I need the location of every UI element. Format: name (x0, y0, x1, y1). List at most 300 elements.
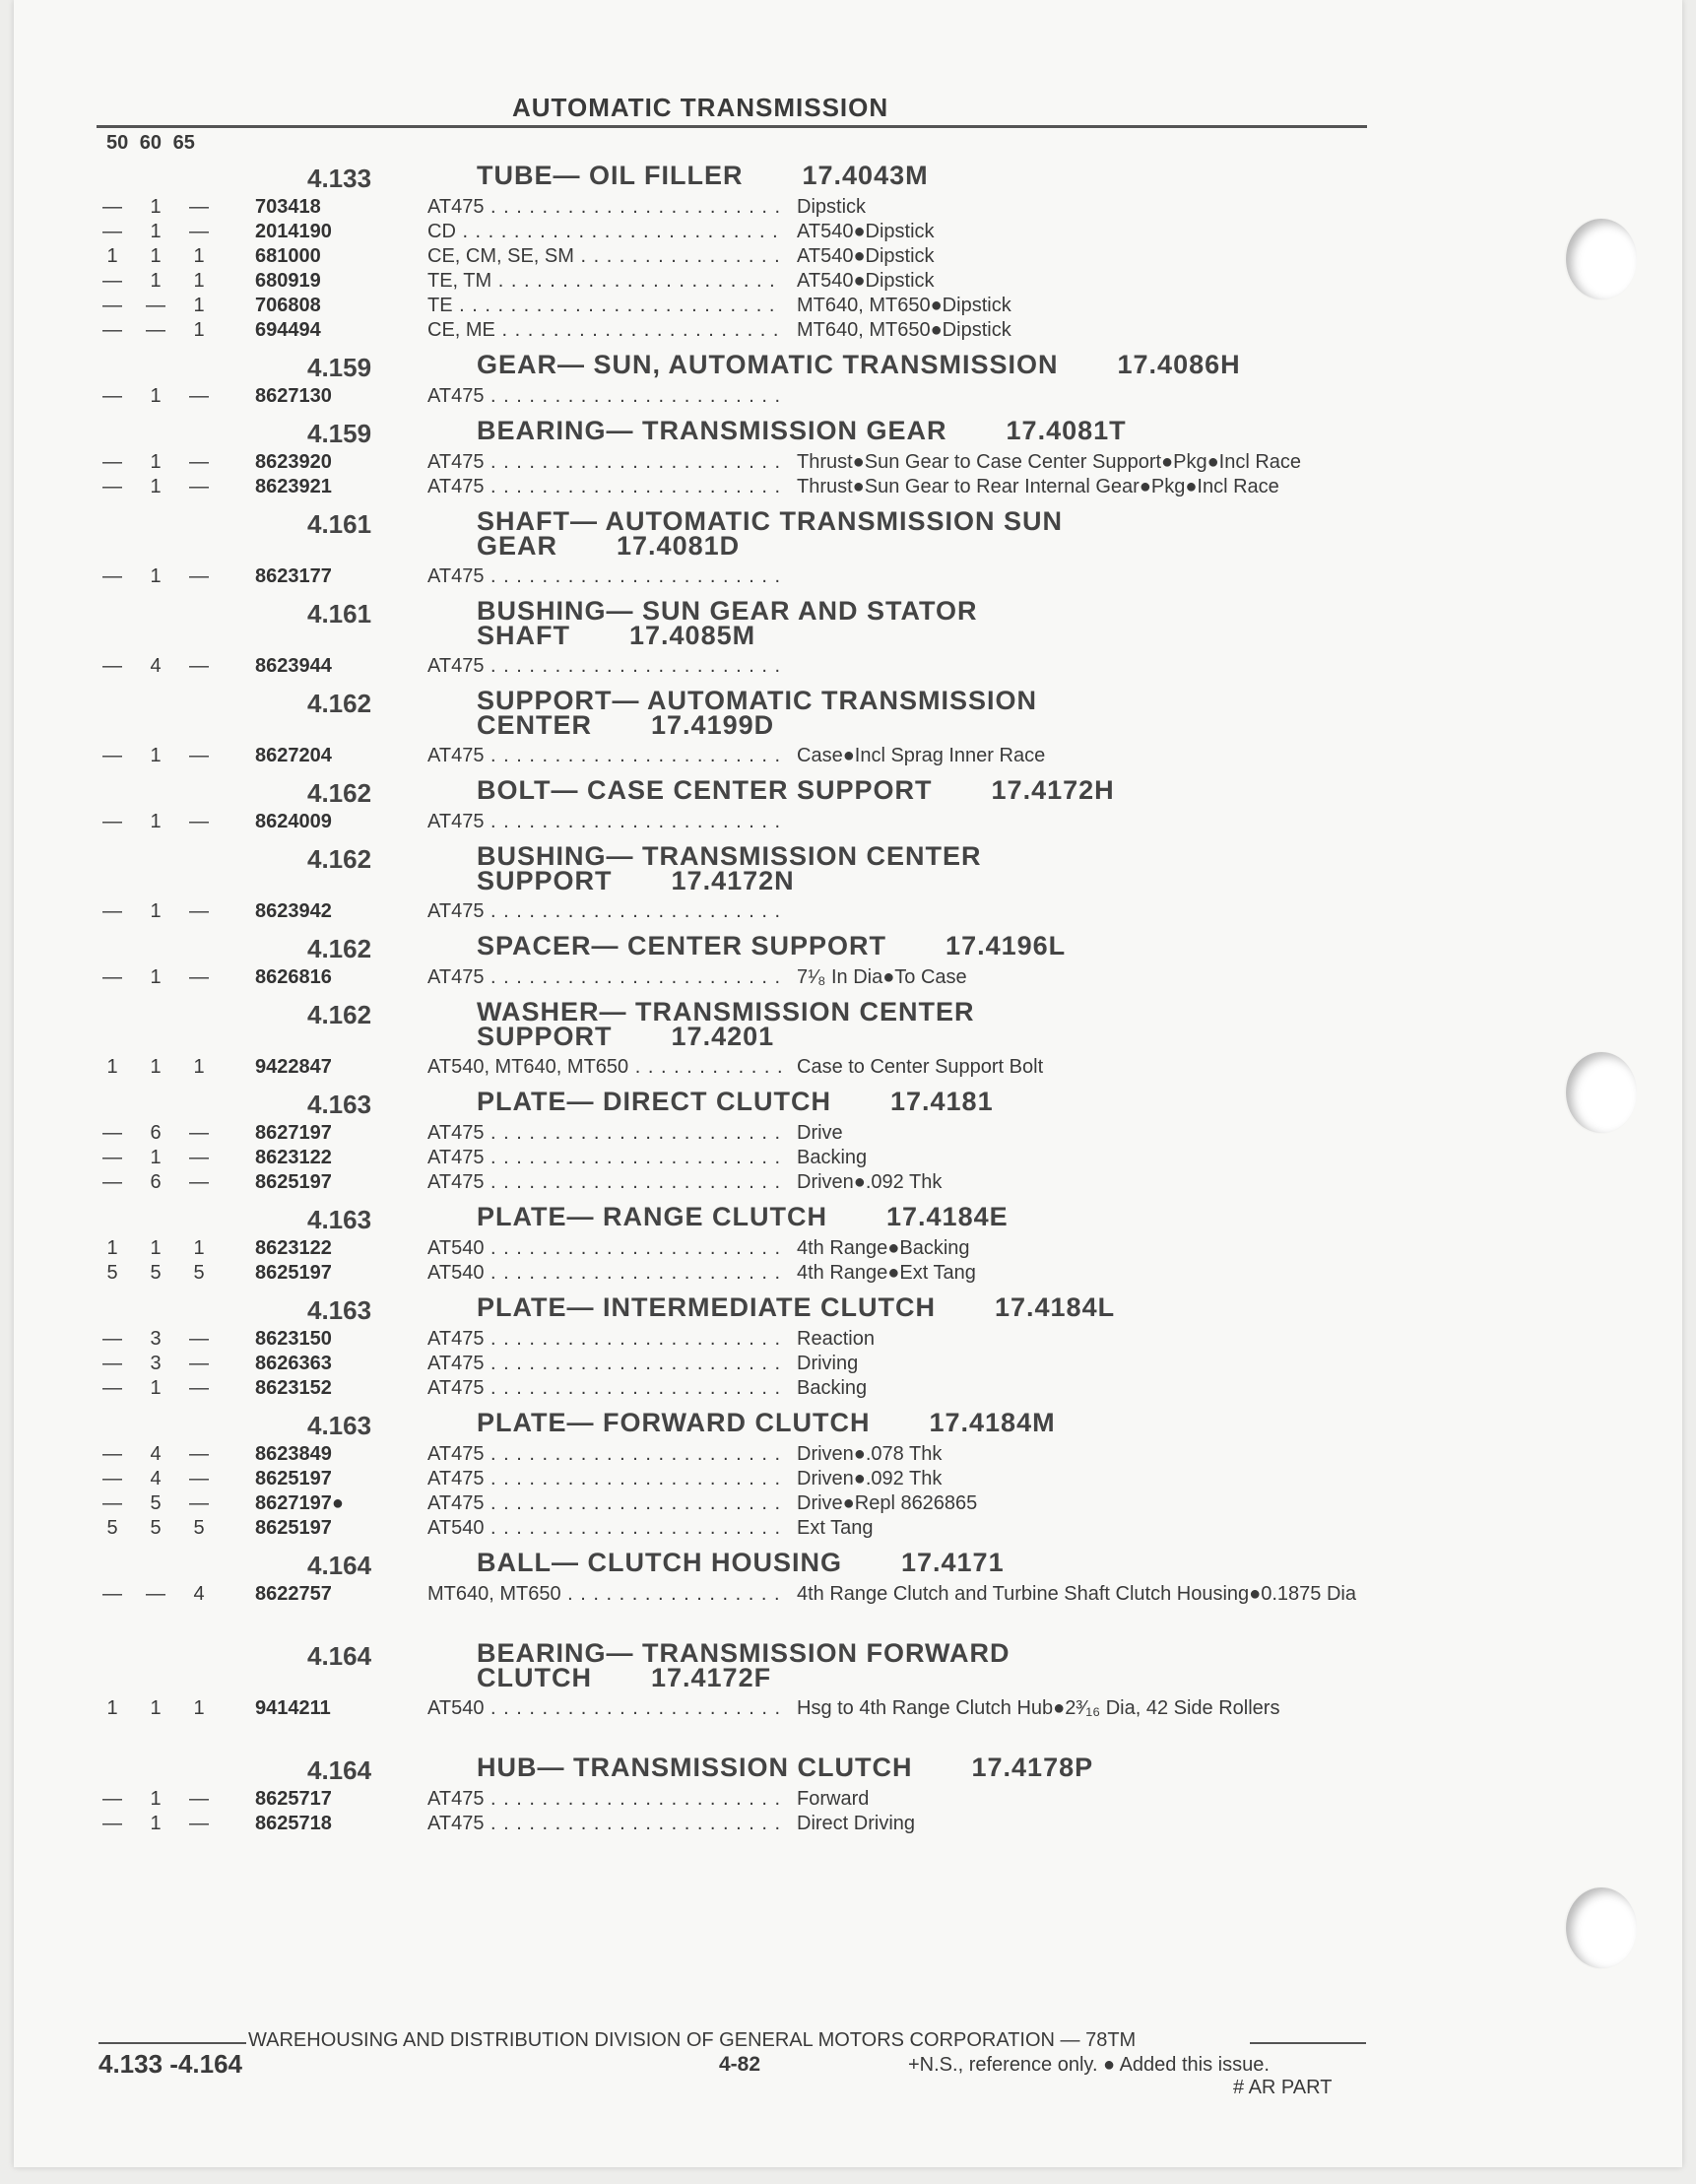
section-title (477, 506, 1063, 561)
footer-ar-part: # AR PART (1233, 2077, 1333, 2098)
part-number: 694494 (255, 319, 321, 341)
section-title (477, 841, 982, 895)
part-number: 8627130 (255, 385, 332, 407)
quantity-50: 5 (106, 1262, 118, 1284)
quantity-50: — (102, 319, 122, 341)
part-number: 8626816 (255, 966, 332, 988)
part-number: 703418 (255, 196, 321, 218)
quantity-65: — (189, 1468, 209, 1489)
part-row (93, 564, 1373, 589)
quantity-65: 1 (193, 270, 205, 292)
model-text: AT475 (427, 1171, 485, 1193)
section-header (93, 774, 1373, 810)
model-list (427, 1236, 782, 1261)
model-text: AT540 (427, 1237, 485, 1259)
model-list (427, 450, 782, 475)
model-text: AT475 (427, 1788, 485, 1810)
quantity-65: 5 (193, 1517, 205, 1539)
section-title (477, 416, 1127, 445)
page-title: AUTOMATIC TRANSMISSION (512, 93, 889, 122)
model-text: TE, TM (427, 270, 492, 292)
model-list (427, 1442, 782, 1467)
quantity-60: 1 (150, 196, 162, 218)
section-header (93, 1407, 1373, 1442)
quantity-60: 1 (150, 221, 162, 242)
section-header (93, 1086, 1373, 1121)
quantity-60: 4 (150, 655, 162, 677)
quantity-65: 5 (193, 1262, 205, 1284)
quantity-50: — (102, 745, 122, 766)
catalog-code: 17.4171 (900, 1548, 1005, 1577)
quantity-65: — (189, 1328, 209, 1350)
part-description: Driven●.092 Thk (797, 1468, 943, 1489)
quantity-60: 1 (150, 745, 162, 766)
footer-publisher: WAREHOUSING AND DISTRIBUTION DIVISION OF GENERAL MOTORS CORPORATION — 78TM (248, 2029, 1137, 2051)
part-row (93, 1812, 1373, 1836)
part-name: WASHER— TRANSMISSION CENTER (477, 997, 975, 1026)
part-row (93, 318, 1373, 343)
group-number: 4.161 (307, 509, 372, 539)
model-list (427, 384, 782, 409)
part-row (93, 1582, 1373, 1631)
quantity-65: — (189, 1443, 209, 1465)
model-text: AT475 (427, 1147, 485, 1168)
part-number: 8623177 (255, 565, 332, 587)
quantity-60: 1 (150, 811, 162, 832)
part-description: Ext Tang (797, 1517, 874, 1539)
model-list (427, 965, 782, 990)
quantity-60: 1 (150, 1056, 162, 1078)
part-name-continued: SHAFT (477, 621, 570, 650)
part-name: GEAR— SUN, AUTOMATIC TRANSMISSION (477, 350, 1059, 379)
quantity-60: 1 (150, 1377, 162, 1399)
catalog-page (14, 0, 1682, 2167)
part-name: PLATE— FORWARD CLUTCH (477, 1408, 871, 1437)
group-number: 4.163 (307, 1205, 372, 1234)
section-header (93, 840, 1373, 899)
quantity-60: 6 (150, 1122, 162, 1144)
section-title (477, 1548, 1005, 1577)
model-text: AT475 (427, 1813, 485, 1834)
quantity-50: — (102, 1328, 122, 1350)
part-number: 8625717 (255, 1788, 332, 1810)
part-row (93, 1055, 1373, 1080)
model-text: AT475 (427, 745, 485, 766)
part-name: SUPPORT— AUTOMATIC TRANSMISSION (477, 686, 1038, 715)
quantity-50: — (102, 1122, 122, 1144)
section-header (93, 505, 1373, 564)
quantity-65: — (189, 1147, 209, 1168)
model-list (427, 269, 782, 294)
part-description: AT540●Dipstick (797, 245, 935, 267)
model-text: AT475 (427, 811, 485, 832)
part-description: Case●Incl Sprag Inner Race (797, 745, 1046, 766)
model-list (427, 654, 782, 679)
model-list (427, 1170, 782, 1195)
part-description: AT540●Dipstick (797, 221, 935, 242)
binder-hole-top (1566, 219, 1637, 299)
quantity-50: — (102, 811, 122, 832)
model-list (427, 1146, 782, 1170)
part-description: AT540●Dipstick (797, 270, 935, 292)
part-number: 8626363 (255, 1353, 332, 1374)
part-description: MT640, MT650●Dipstick (797, 295, 1011, 316)
quantity-65: — (189, 1353, 209, 1374)
quantity-50: — (102, 900, 122, 922)
part-name: BUSHING— SUN GEAR AND STATOR (477, 596, 978, 626)
quantity-column-heads: 50 60 65 (106, 132, 195, 154)
model-text: TE (427, 295, 453, 316)
quantity-50: — (102, 451, 122, 473)
group-number: 4.163 (307, 1411, 372, 1440)
quantity-50: — (102, 385, 122, 407)
model-list (427, 1467, 782, 1491)
group-number: 4.163 (307, 1090, 372, 1119)
part-description: Driven●.078 Thk (797, 1443, 943, 1465)
part-number: 8625197 (255, 1262, 332, 1284)
part-row (93, 1696, 1373, 1746)
quantity-60: — (146, 1583, 165, 1605)
quantity-65: — (189, 655, 209, 677)
quantity-65: — (189, 811, 209, 832)
footer-rule-right (1250, 2042, 1366, 2044)
model-list (427, 1121, 782, 1146)
group-number: 4.162 (307, 778, 372, 808)
part-row (93, 1261, 1373, 1286)
model-text: AT475 (427, 900, 485, 922)
model-text: AT540 (427, 1697, 485, 1719)
group-number: 4.159 (307, 353, 372, 382)
section-title (477, 1755, 1093, 1780)
section-header (93, 685, 1373, 744)
model-list (427, 1376, 782, 1401)
part-row (93, 475, 1373, 499)
model-text: AT540 (427, 1262, 485, 1284)
part-name: SHAFT— AUTOMATIC TRANSMISSION SUN (477, 506, 1063, 536)
quantity-50: — (102, 565, 122, 587)
quantity-60: 1 (150, 451, 162, 473)
section-header (93, 1291, 1373, 1327)
catalog-code: 17.4081D (617, 531, 741, 561)
section-title (477, 596, 978, 650)
model-list (427, 244, 782, 269)
part-number: 8623920 (255, 451, 332, 473)
model-text: AT475 (427, 1328, 485, 1350)
part-number: 9414211 (255, 1697, 331, 1719)
group-number: 4.162 (307, 844, 372, 874)
model-text: AT475 (427, 565, 485, 587)
quantity-60: 3 (150, 1353, 162, 1374)
catalog-code: 17.4199D (651, 710, 775, 740)
part-name-continued: CENTER (477, 710, 593, 740)
part-row (93, 269, 1373, 294)
quantity-65: — (189, 1788, 209, 1810)
part-row (93, 1376, 1373, 1401)
section-title (477, 350, 1241, 379)
part-row (93, 1327, 1373, 1352)
section-header (93, 996, 1373, 1055)
quantity-60: 4 (150, 1443, 162, 1465)
model-text: CD (427, 221, 456, 242)
quantity-50: 1 (106, 245, 118, 267)
part-row (93, 450, 1373, 475)
quantity-65: — (189, 1122, 209, 1144)
part-description: 7¹⁄₈ In Dia●To Case (797, 966, 967, 988)
quantity-50: 5 (106, 1517, 118, 1539)
quantity-65: — (189, 221, 209, 242)
quantity-60: 5 (150, 1517, 162, 1539)
quantity-50: — (102, 1583, 122, 1605)
quantity-50: — (102, 1171, 122, 1193)
catalog-code: 17.4043M (802, 161, 929, 190)
part-number: 680919 (255, 270, 321, 292)
quantity-65: — (189, 900, 209, 922)
header-rule (97, 125, 1367, 128)
quantity-60: 5 (150, 1262, 162, 1284)
quantity-50: 1 (106, 1697, 118, 1719)
part-description: Drive●Repl 8626865 (797, 1492, 978, 1514)
model-text: AT475 (427, 1468, 485, 1489)
part-row (93, 899, 1373, 924)
part-description: Driven●.092 Thk (797, 1171, 943, 1193)
part-number: 8625197 (255, 1468, 332, 1489)
quantity-50: — (102, 966, 122, 988)
part-row (93, 1442, 1373, 1467)
quantity-50: 1 (106, 1056, 118, 1078)
part-number: 8625197 (255, 1517, 332, 1539)
part-name: BEARING— TRANSMISSION FORWARD (477, 1638, 1011, 1668)
model-list (427, 318, 782, 343)
part-name: PLATE— INTERMEDIATE CLUTCH (477, 1292, 936, 1322)
part-description: Reaction (797, 1328, 875, 1350)
part-row (93, 1491, 1373, 1516)
part-description: Dipstick (797, 196, 867, 218)
part-number: 706808 (255, 295, 321, 316)
group-number: 4.161 (307, 599, 372, 629)
section-title (477, 1292, 1116, 1322)
part-description: MT640, MT650●Dipstick (797, 319, 1011, 341)
section-header (93, 1752, 1373, 1787)
part-number: 2014190 (255, 221, 332, 242)
quantity-50: — (102, 655, 122, 677)
section-title (477, 686, 1038, 740)
part-number: 8623944 (255, 655, 332, 677)
part-row (93, 1146, 1373, 1170)
catalog-code: 17.4196L (946, 931, 1067, 960)
quantity-50: — (102, 1353, 122, 1374)
model-text: MT640, MT650 (427, 1583, 561, 1605)
part-row (93, 1121, 1373, 1146)
part-number: 8625718 (255, 1813, 332, 1834)
quantity-50: — (102, 221, 122, 242)
part-name-continued: GEAR (477, 531, 558, 561)
quantity-60: 1 (150, 1237, 162, 1259)
part-row (93, 810, 1373, 834)
footer-rule-left (98, 2042, 246, 2044)
catalog-code: 17.4081T (1006, 416, 1127, 445)
quantity-50: — (102, 1377, 122, 1399)
model-text: CE, CM, SE, SM (427, 245, 574, 267)
part-row (93, 1352, 1373, 1376)
catalog-code: 17.4172F (650, 1663, 772, 1692)
section-title (477, 1202, 1009, 1231)
model-text: AT475 (427, 1492, 485, 1514)
part-name: PLATE— DIRECT CLUTCH (477, 1087, 831, 1116)
binder-hole-bottom (1566, 1887, 1637, 1968)
model-list (427, 220, 782, 244)
model-text: AT475 (427, 476, 485, 497)
part-description: Driving (797, 1353, 859, 1374)
part-description: Case to Center Support Bolt (797, 1056, 1044, 1078)
part-name-continued: SUPPORT (477, 1022, 613, 1051)
model-text: AT540, MT640, MT650 (427, 1056, 629, 1078)
part-number: 8627197● (255, 1492, 344, 1514)
binder-hole-middle (1566, 1052, 1637, 1133)
part-name: BALL— CLUTCH HOUSING (477, 1548, 842, 1577)
part-description: Hsg to 4th Range Clutch Hub●2³⁄₁₆ Dia, 42 Side Rollers (797, 1697, 1280, 1719)
quantity-65: — (189, 1492, 209, 1514)
model-list (427, 1055, 782, 1080)
part-row (93, 744, 1373, 768)
model-list (427, 1582, 782, 1607)
quantity-65: 1 (193, 1697, 205, 1719)
section-title (477, 1638, 1011, 1692)
quantity-60: 1 (150, 1147, 162, 1168)
part-number: 8623942 (255, 900, 332, 922)
part-number: 8623122 (255, 1147, 332, 1168)
quantity-65: — (189, 385, 209, 407)
section-title (477, 931, 1067, 960)
section-title (477, 1087, 994, 1116)
quantity-60: 3 (150, 1328, 162, 1350)
part-description: Backing (797, 1147, 868, 1168)
section-header (93, 595, 1373, 654)
quantity-50: — (102, 196, 122, 218)
part-name: HUB— TRANSMISSION CLUTCH (477, 1753, 913, 1782)
section-title (477, 161, 929, 190)
part-name: TUBE— OIL FILLER (477, 161, 744, 190)
quantity-60: 4 (150, 1468, 162, 1489)
quantity-65: 4 (193, 1583, 205, 1605)
part-number: 8627204 (255, 745, 332, 766)
part-name: PLATE— RANGE CLUTCH (477, 1202, 827, 1231)
model-text: AT475 (427, 655, 485, 677)
group-number: 4.164 (307, 1641, 372, 1671)
part-number: 8623849 (255, 1443, 332, 1465)
model-text: AT475 (427, 196, 485, 218)
section-header (93, 349, 1373, 384)
part-number: 8623152 (255, 1377, 332, 1399)
model-list (427, 744, 782, 768)
section-title (477, 997, 975, 1051)
part-description: Thrust●Sun Gear to Rear Internal Gear●Pkg●Incl Race (797, 476, 1279, 497)
part-number: 8625197 (255, 1171, 332, 1193)
model-text: AT475 (427, 385, 485, 407)
quantity-65: — (189, 1171, 209, 1193)
quantity-65: 1 (193, 1056, 205, 1078)
model-list (427, 1787, 782, 1812)
model-list (427, 1696, 782, 1721)
quantity-65: 1 (193, 295, 205, 316)
model-list (427, 810, 782, 834)
model-list (427, 1812, 782, 1836)
quantity-60: 1 (150, 1788, 162, 1810)
part-row (93, 1467, 1373, 1491)
part-row (93, 220, 1373, 244)
part-row (93, 1787, 1373, 1812)
quantity-50: — (102, 1443, 122, 1465)
model-text: AT475 (427, 451, 485, 473)
model-text: AT475 (427, 966, 485, 988)
quantity-65: — (189, 745, 209, 766)
model-list (427, 1327, 782, 1352)
model-text: AT540 (427, 1517, 485, 1539)
part-description: Drive (797, 1122, 843, 1144)
section-header (93, 415, 1373, 450)
footer-page-number: 4-82 (719, 2053, 761, 2076)
catalog-code: 17.4201 (671, 1022, 775, 1051)
catalog-code: 17.4184L (994, 1292, 1116, 1322)
group-number: 4.162 (307, 934, 372, 963)
catalog-code: 17.4184M (929, 1408, 1056, 1437)
part-number: 8627197 (255, 1122, 332, 1144)
quantity-60: 1 (150, 1697, 162, 1719)
part-description: 4th Range Clutch and Turbine Shaft Clutch Housing●0.1875 Dia (797, 1583, 1356, 1605)
part-number: 8623150 (255, 1328, 332, 1350)
quantity-60: 1 (150, 385, 162, 407)
part-row (93, 384, 1373, 409)
model-text: AT475 (427, 1377, 485, 1399)
model-list (427, 1261, 782, 1286)
quantity-60: 1 (150, 1813, 162, 1834)
catalog-code: 17.4181 (889, 1087, 994, 1116)
quantity-60: 5 (150, 1492, 162, 1514)
section-header (93, 1201, 1373, 1236)
group-number: 4.164 (307, 1755, 372, 1785)
model-list (427, 1491, 782, 1516)
quantity-60: — (146, 295, 165, 316)
part-number: 8622757 (255, 1583, 332, 1605)
quantity-60: 1 (150, 476, 162, 497)
quantity-65: — (189, 451, 209, 473)
footer-group-range: 4.133 -4.164 (98, 2049, 243, 2079)
quantity-50: — (102, 1813, 122, 1834)
quantity-50: — (102, 1492, 122, 1514)
quantity-60: 1 (150, 565, 162, 587)
catalog-code: 17.4086H (1117, 350, 1241, 379)
group-number: 4.159 (307, 419, 372, 448)
quantity-65: 1 (193, 245, 205, 267)
part-number: 8623122 (255, 1237, 332, 1259)
section-title (477, 1408, 1056, 1437)
model-text: AT475 (427, 1353, 485, 1374)
quantity-60: 1 (150, 270, 162, 292)
part-name: SPACER— CENTER SUPPORT (477, 931, 887, 960)
part-row (93, 965, 1373, 990)
quantity-50: 1 (106, 1237, 118, 1259)
quantity-60: 1 (150, 245, 162, 267)
part-row (93, 1516, 1373, 1541)
catalog-code: 17.4172H (991, 775, 1115, 805)
quantity-65: — (189, 1377, 209, 1399)
part-row (93, 1170, 1373, 1195)
quantity-50: — (102, 1468, 122, 1489)
part-name: BOLT— CASE CENTER SUPPORT (477, 775, 933, 805)
quantity-50: — (102, 295, 122, 316)
part-number: 9422847 (255, 1056, 332, 1078)
part-description: Forward (797, 1788, 870, 1810)
model-list (427, 294, 782, 318)
